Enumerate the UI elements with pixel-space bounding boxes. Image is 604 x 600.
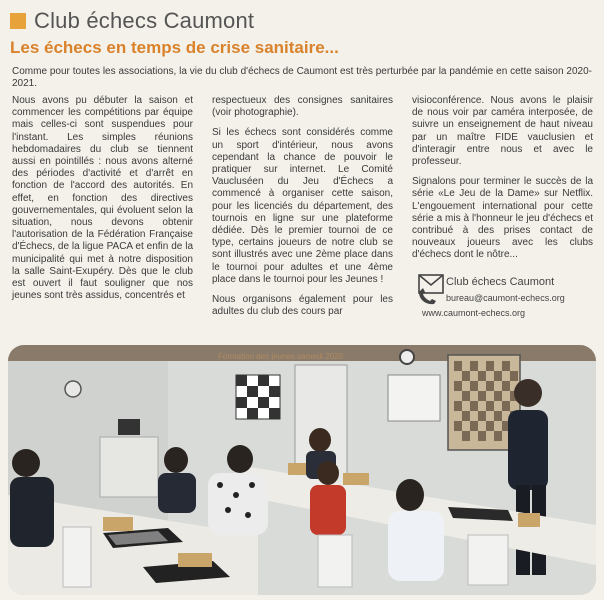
photo-illustration (8, 345, 596, 595)
column-2-paragraph-2: Si les échecs sont considérés comme un sport d'intérieur, nous avons cependant la chance de pouvoir le pratiquer sur internet. Le Comité Vaucluséen du Jeu d'Échecs a commencé à organiser cette saison, pour les licenciés du département, des tournois en ligne sur une plateforme dédiée. Dès le premier tournoi de ce type, certains joueurs de notre club se sont illustrés avec une 2ème place dans le tournoi pour adultes et une 4ème place dans le tournoi pour les Jeunes ! (212, 127, 393, 285)
column-3-paragraph-2: Signalons pour terminer le succès de la série «Le Jeu de la Dame» sur Netflix. L'engouement international pour cette série a mis à l'honneur le jeu d'échecs et contribué à des prises contact de nouveaux joueurs avec les clubs d'échecs dont le nôtre... (412, 176, 593, 261)
contact-block (416, 274, 596, 324)
article-subtitle: Les échecs en temps de crise sanitaire... (10, 38, 339, 57)
club-photo (8, 345, 596, 595)
header (10, 8, 254, 34)
column-3-paragraph-1: visioconférence. Nous avons le plaisir de nous voir par caméra interposée, de suivre un enseignement de haut niveau par un maître FIDE vauclusien et d'interagir entre nous et avec le professeur. (412, 95, 593, 168)
column-1 (12, 95, 193, 310)
phone-icon (416, 288, 440, 306)
contact-name: Club échecs Caumont (446, 276, 555, 288)
contact-email[interactable]: bureau@caumont-echecs.org (446, 293, 565, 303)
column-3 (412, 95, 593, 270)
column-1-paragraph-1: Nous avons pu débuter la saison et commencer les compétitions par équipe mais celles-ci sont suspendues pour l'instant. Les simples réunions hebdomadaires du club se tiennent aussi en pointillés : nous avons alterné des périodes d'activité et d'arrêt en fonction de l'accord des autorités. En effet, en fonction des directives gouvernementales, qui évoluent selon la situation, nous devons obtenir l'autorisation de la Fédération Française d'Échecs, de la ligue PACA et enfin de la municipalité qui met à notre disposition la salle Saint-Exupéry. Dès que le club est ouvert il faut souligner que nos jeunes sont très assidus, concentrés et (12, 95, 193, 302)
page-title: Club échecs Caumont (34, 8, 255, 33)
wall-caption: Formation des jeunes samedi 2020 (218, 352, 343, 361)
column-2-paragraph-1: respectueux des consignes sanitaires (voir photographie). (212, 95, 393, 119)
accent-square (10, 13, 26, 29)
contact-website[interactable]: www.caumont-echecs.org (422, 308, 526, 318)
column-2-paragraph-3: Nous organisons également pour les adultes du club des cours par (212, 294, 393, 318)
column-2 (212, 95, 393, 326)
intro-paragraph: Comme pour toutes les associations, la vie du club d'échecs de Caumont est très perturbée par la pandémie en cette saison 2020-2021. (12, 66, 592, 89)
